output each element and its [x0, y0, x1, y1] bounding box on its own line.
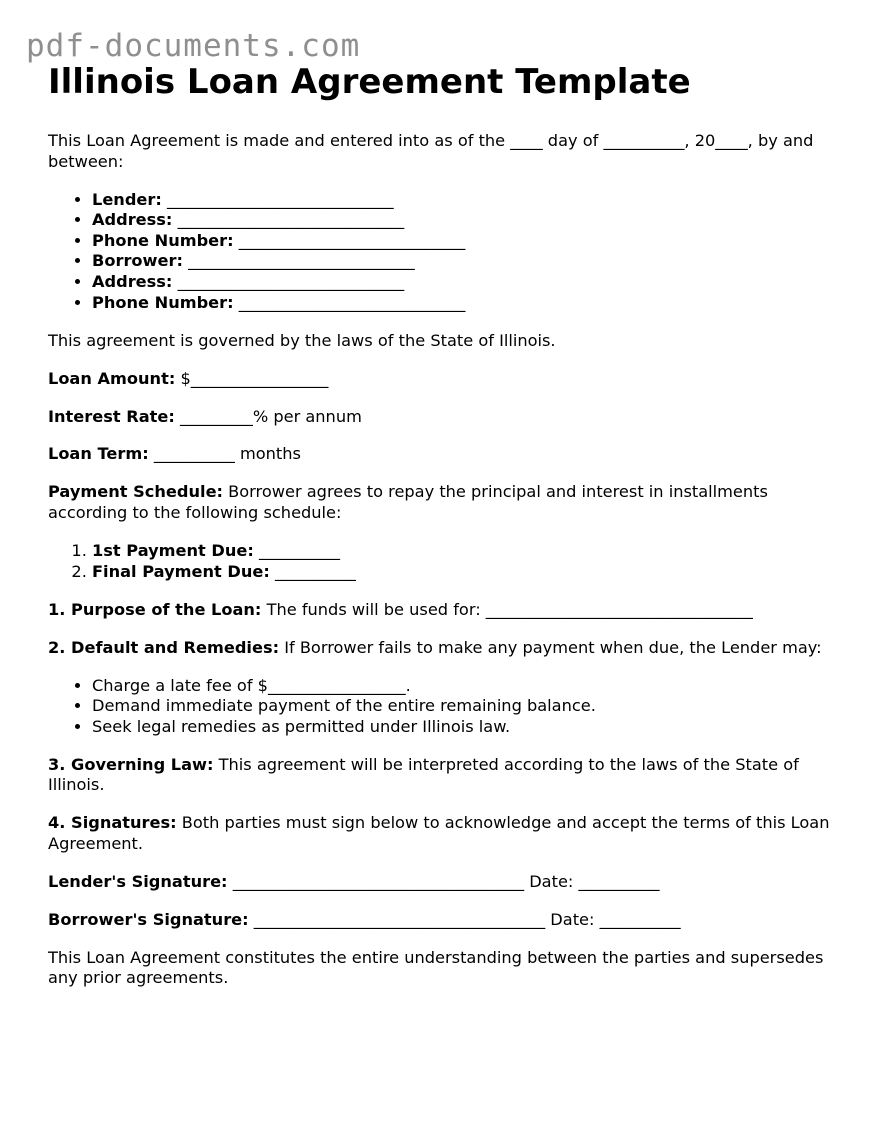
payment-blank: __________ — [253, 541, 340, 561]
intro-paragraph: This Loan Agreement is made and entered into as of the ____ day of __________, 20____, by and between: — [48, 131, 814, 171]
governed-statement: This agreement is governed by the laws of the State of Illinois. — [48, 330, 556, 350]
default-heading: 2. Default and Remedies: — [48, 637, 280, 657]
party-blank: ____________________________ — [172, 271, 405, 291]
party-borrower — [92, 251, 838, 272]
loan-term-label: Loan Term: — [48, 444, 149, 464]
payment-schedule-label: Payment Schedule: — [48, 482, 224, 502]
party-blank: ____________________________ — [233, 292, 466, 312]
borrower-signature-line — [48, 910, 838, 931]
party-blank: ____________________________ — [182, 251, 415, 271]
lender-signature-blank: ____________________________________ Date: __________ — [227, 871, 660, 891]
document-page — [48, 58, 838, 1006]
party-blank: ____________________________ — [172, 210, 405, 230]
party-borrower-address — [92, 272, 838, 293]
governing-law-heading: 3. Governing Law: — [48, 754, 214, 774]
default-text: If Borrower fails to make any payment when due, the Lender may: — [279, 637, 822, 657]
signatures-section — [48, 813, 838, 854]
governing-law-section — [48, 755, 838, 796]
loan-amount-label: Loan Amount: — [48, 368, 176, 388]
default-section — [48, 638, 838, 659]
interest-rate-label: Interest Rate: — [48, 406, 175, 426]
payment-final — [92, 562, 838, 583]
payment-blank: __________ — [269, 561, 356, 581]
party-label: Phone Number: — [92, 292, 234, 312]
party-lender-phone — [92, 231, 838, 252]
purpose-section — [48, 600, 838, 621]
signatures-text: Both parties must sign below to acknowledge and accept the terms of this Loan Agreement. — [48, 813, 830, 853]
party-label: Address: — [92, 210, 173, 230]
remedy-legal: • Seek legal remedies as permitted under Illinois law. — [92, 717, 838, 738]
party-label: Address: — [92, 271, 173, 291]
loan-amount-line — [48, 369, 838, 390]
interest-rate-line — [48, 407, 838, 428]
party-label: Phone Number: — [92, 230, 234, 250]
lender-signature-label: Lender's Signature: — [48, 871, 228, 891]
borrower-signature-blank: ____________________________________ Date: __________ — [248, 909, 681, 929]
party-label: Lender: — [92, 189, 162, 209]
party-borrower-phone — [92, 293, 838, 314]
party-lender — [92, 190, 838, 211]
payment-list — [48, 541, 838, 582]
party-lender-address — [92, 210, 838, 231]
remedy-immediate-payment: • Demand immediate payment of the entire remaining balance. — [92, 696, 838, 717]
payment-schedule-text: Borrower agrees to repay the principal and interest in installments according to the following schedule: — [48, 482, 768, 523]
borrower-signature-label: Borrower's Signature: — [48, 909, 249, 929]
remedy-late-fee: • Charge a late fee of $_________________. — [92, 676, 838, 697]
loan-term-blank: __________ months — [148, 444, 301, 464]
purpose-heading: 1. Purpose of the Loan: — [48, 599, 262, 619]
loan-term-line — [48, 444, 838, 465]
payment-first — [92, 541, 838, 562]
party-label: Borrower: — [92, 251, 183, 271]
party-blank: ____________________________ — [233, 230, 466, 250]
governing-law-text: This agreement will be interpreted according to the laws of the State of Illinois. — [48, 754, 799, 795]
payment-label: 1st Payment Due: — [92, 541, 254, 561]
lender-signature-line — [48, 872, 838, 893]
payment-label: Final Payment Due: — [92, 561, 270, 581]
closing-statement: This Loan Agreement constitutes the entire understanding between the parties and supersedes any prior agreements. — [48, 947, 824, 988]
document-title: Illinois Loan Agreement Template — [48, 62, 691, 102]
watermark-text: pdf-documents.com — [26, 28, 361, 64]
loan-amount-blank: $_________________ — [175, 368, 329, 388]
purpose-text: The funds will be used for: _________________________________ — [261, 599, 753, 619]
interest-rate-blank: _________% per annum — [174, 406, 362, 426]
parties-list — [48, 190, 838, 314]
party-blank: ____________________________ — [161, 189, 394, 209]
payment-schedule-paragraph — [48, 482, 838, 523]
signatures-heading: 4. Signatures: — [48, 813, 177, 833]
remedies-list — [48, 676, 838, 738]
